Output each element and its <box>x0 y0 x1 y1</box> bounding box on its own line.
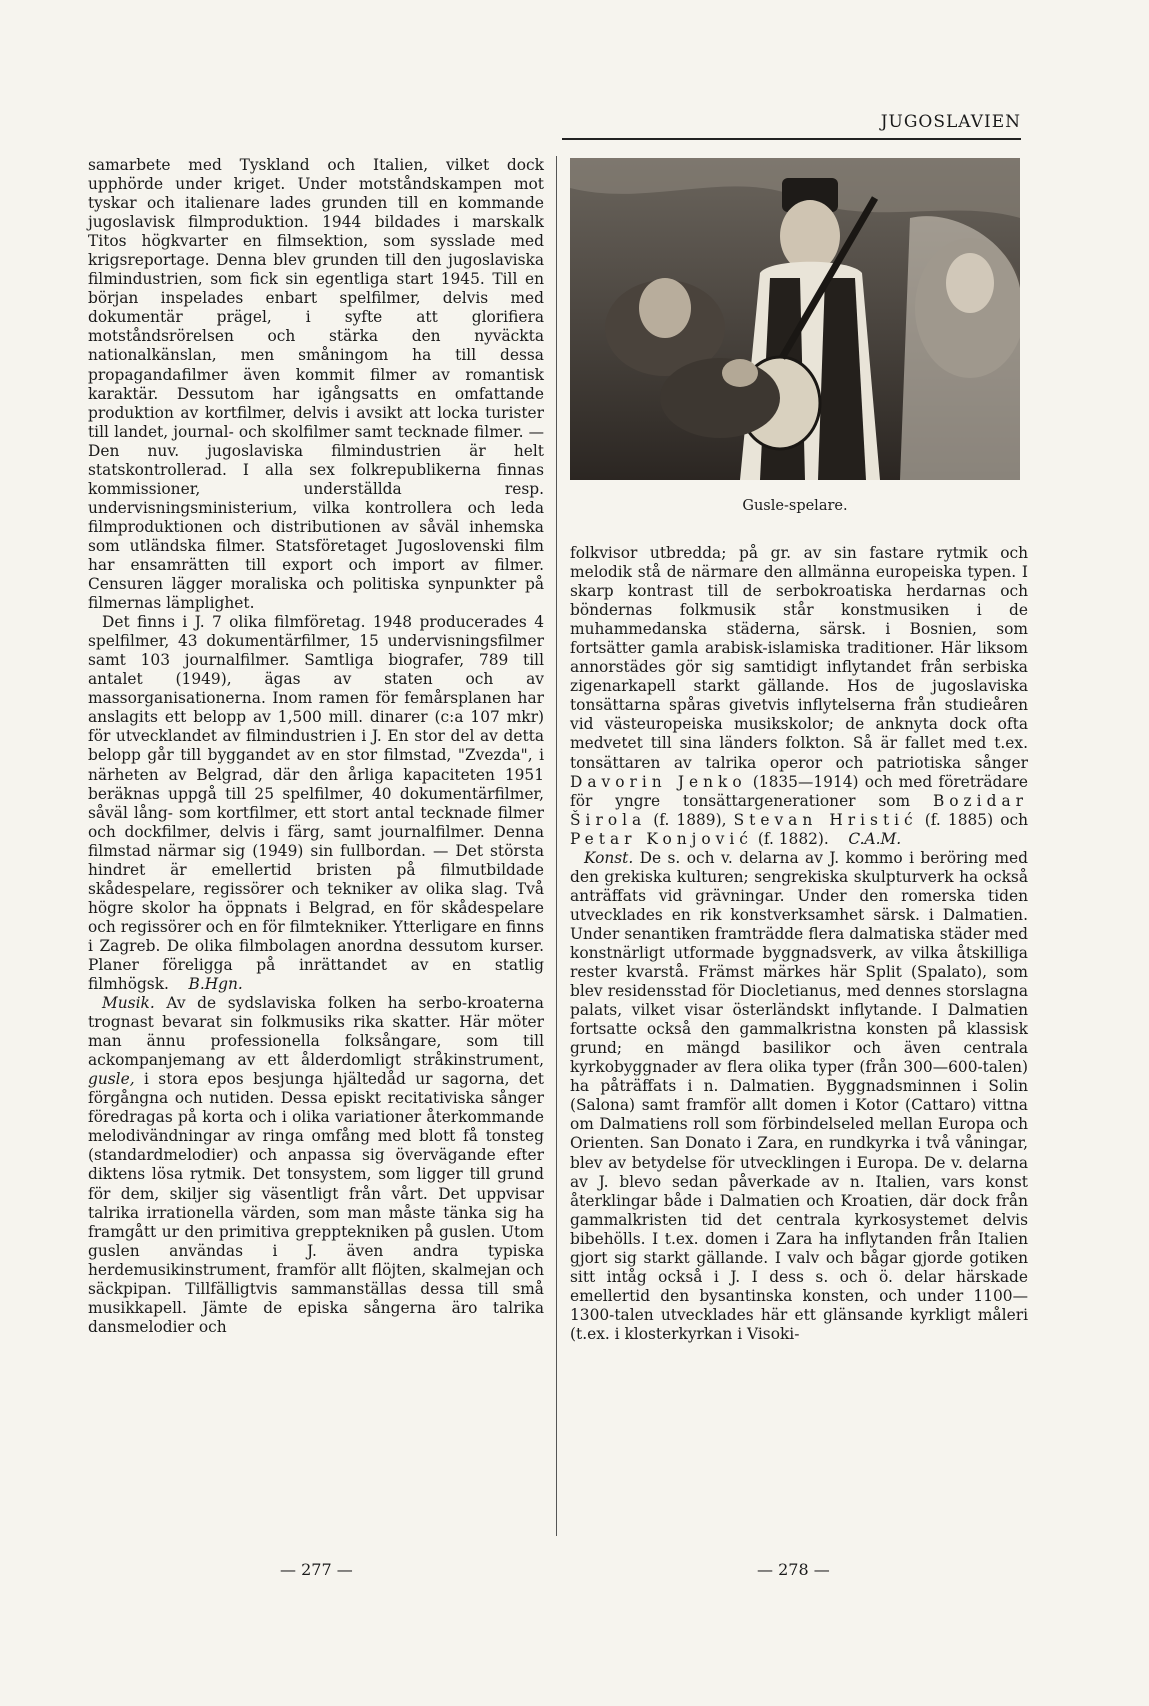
author-signature: C.A.M. <box>848 829 902 848</box>
film-paragraph-2: Det finns i J. 7 olika filmföretag. 1948 producerades 4 spelfilmer, 43 dokumentärfilmer, 15 undervisningsfilmer samt 103 journalfilmer. Samtliga biografer, 789 till antalet (1949), ägas av staten och av massorganisationerna. Inom ramen för femårsplanen har anslagits ett belopp av 1,500 mill. dinarer (c:a 107 mkr) för utvecklandet av filmindustrien i J. En stor del av detta belopp går till byggandet av en stor filmstad, "Zvezda", i närheten av Belgrad, där den årliga kapaciteten 1951 beräknas uppgå till 25 spelfilmer, 40 dokumentärfilmer, såväl lång- som kortfilmer, ett stort antal tecknade filmer och dockfilmer, delvis i färg, samt journalfilmer. Denna filmstad närmar sig (1949) sin fullbordan. — Det största hindret är emellertid bristen på filmutbildade skådespelare, regissörer och tekniker av olika slag. Två högre skolor ha öppnats i Belgrad, en för skådespelare och regissörer och en för filmtekniker. Ytterligare en finns i Zagreb. De olika filmbolagen anordna dessutom kurser. Planer föreligga på inrättandet av en statlig filmhögsk. B.Hgn. <box>88 613 544 994</box>
header-rule <box>562 138 1021 140</box>
composer-name: Petar Konjović <box>570 829 753 848</box>
term-gusle: gusle, <box>88 1070 135 1089</box>
photo-caption: Gusle-spelare. <box>742 498 848 514</box>
music-paragraph-continued: folkvisor utbredda; på gr. av sin fastare rytmik och melodik stå de närmare den allmänna europeiska typen. I skarp kontrast till de serbokroatiska herdarnas och böndernas folkmusik står konstmusiken i de muhammedanska städerna, särsk. i Bosnien, som fortsätter gamla arabisk-islamiska traditioner. Här liksom annorstädes gör sig samtidigt inflytandet från serbiska zigenarkapell starkt gällande. Hos de jugoslaviska tonsättarna spåras givetvis inflytelserna från studieåren vid västeuropeiska musikskolor; de anknyta dock ofta medvetet till sina länders folkton. Så är fallet med t.ex. tonsättaren av talrika operor och patriotiska sånger Davorin Jenko (1835—1914) och med företrädare för yngre tonsättargenerationer som Bozidar Širola (f. 1889), Stevan Hristić (f. 1885) och Petar Konjović (f. 1882). C.A.M. <box>570 544 1029 848</box>
art-paragraph: Konst. De s. och v. delarna av J. kommo i beröring med den grekiska kulturen; sengrekiska skulpturverk ha också anträffats vid grävningar. Under den romerska tiden utvecklades en rik konstverksamhet särsk. i Dalmatien. Under senantiken framträdde flera dalmatiska städer med konstnärligt utformade byggnadsverk, av vilka åtskilliga rester kvarstå. Främst märkes här Split (Spalato), som blev residensstad för Diocletianus, med dennes storslagna palats, vilket visar österländskt inflytande. I Dalmatien fortsatte också den gammalkristna konsten på klassisk grund; en mängd basilikor och även centrala kyrkobyggnader av flera olika typer (från 300—600-talen) ha påträffats i n. Dalmatien. Byggnadsminnen i Solin (Salona) samt framför allt domen i Kotor (Cattaro) vittna om Dalmatiens roll som förbindelseled mellan Europa och Orienten. San Donato i Zara, en rundkyrka i två våningar, blev av betydelse för utvecklingen i Europa. De v. delarna av J. blevo sedan påverkade av n. Italien, vars konst återklingar både i Dalmatien och Kroatien, där dock från gammalkristen tid det centrala kyrkosystemet delvis bibehölls. I t.ex. domen i Zara ha inflytanden från Italien gjort sig starkt gällande. I valv och bågar gjorde gotiken sitt intåg också i J. I dess s. och ö. delar härskade emellertid den bysantinska konsten, och under 1100—1300-talen utvecklades här ett glänsande kyrkligt måleri (t.ex. i klosterkyrkan i Visoki- <box>570 848 1028 1343</box>
left-column <box>88 156 544 1546</box>
composer-name: Stevan Hristić <box>733 810 918 829</box>
composer-name: Bozidar Širola <box>570 791 1028 829</box>
composer-name: Davorin Jenko <box>570 772 747 791</box>
right-column <box>570 544 1028 1544</box>
column-divider <box>556 156 557 1536</box>
running-header: JUGOSLAVIEN <box>880 112 1021 132</box>
music-paragraph: Musik. Av de sydslaviska folken ha serbo-kroaterna trognast bevarat sin folkmusiks rika skatter. Här möter man ännu professionella folksångare, som till ackompanjemang av ett ålderdomligt stråkinstrument, gusle, i stora epos besjunga hjältedåd ur sagorna, det förgångna och nutiden. Dessa episkt recitativiska sånger föredragas på korta och i olika variationer återkommande melodivändningar av ringa omfång med blott få tonsteg (standardmelodier) och anpassa sig övervägande efter diktens lösa rytmik. Det tonsystem, som ligger till grund för dem, skiljer sig väsentligt från vårt. Det uppvisar talrika irrationella värden, som man måste tänka sig ha framgått ur den primitiva grepptekniken på guslen. Utom guslen användas i J. även andra typiska herdemusikinstrument, framför allt flöjten, skalmejan och säckpipan. Tillfälligtvis sammanställas dessa till små musikkapell. Jämte de episka sångerna äro talrika dansmelodier och <box>88 994 544 1336</box>
section-heading-musik: Musik. <box>102 994 155 1013</box>
photo-illustration <box>570 158 1020 480</box>
section-heading-konst: Konst. <box>584 848 634 867</box>
page-number-right: — 278 — <box>757 1560 830 1579</box>
page-number-left: — 277 — <box>280 1560 353 1579</box>
gusle-player-photo <box>570 158 1020 480</box>
film-paragraph-1: samarbete med Tyskland och Italien, vilket dock upphörde under kriget. Under motståndskampen mot tyskar och italienare lades grunden till en kommande jugoslavisk filmproduktion. 1944 bildades i marskalk Titos högkvarter en filmsektion, som sysslade med krigsreportage. Denna blev grunden till den jugoslaviska filmindustrien, som fick sin egentliga start 1945. Till en början inspelades enbart spelfilmer, delvis med dokumentär prägel, i syfte att glorifiera motståndsrörelsen och stärka den nyväckta nationalkänslan, men småningom ha till dessa propagandafilmer även kommit filmer av romantisk karaktär. Dessutom har igångsatts en omfattande produktion av kortfilmer, delvis i avsikt att locka turister till landet, journal- och skolfilmer samt tecknade filmer. — Den nuv. jugoslaviska filmindustrien är helt statskontrollerad. I alla sex folkrepublikerna finnas kommissioner, underställda resp. undervisningsministerium, vilka kontrollera och leda filmproduktionen och distributionen av såväl inhemska som utländska filmer. Statsföretaget Jugoslovenski film har ensamrätten till export och import av filmer. Censuren lägger moraliska och politiska synpunkter på filmernas lämplighet. <box>88 156 544 613</box>
author-signature: B.Hgn. <box>188 975 243 994</box>
